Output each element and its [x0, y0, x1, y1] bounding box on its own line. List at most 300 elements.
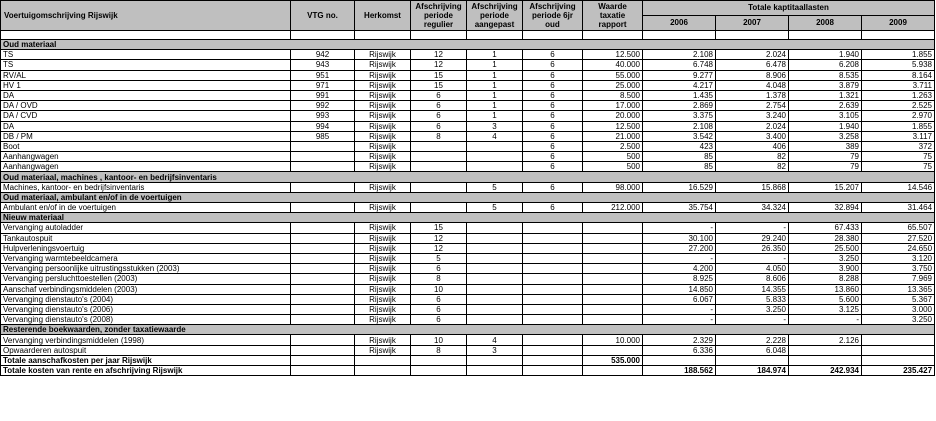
table-cell: 6 [523, 50, 583, 60]
table-cell [583, 223, 643, 233]
table-cell: 6 [523, 70, 583, 80]
table-cell: 8 [411, 274, 467, 284]
table-cell: 25.000 [583, 80, 643, 90]
total-row [1, 355, 935, 365]
table-cell: 2.500 [583, 141, 643, 151]
table-row [1, 345, 935, 355]
table-cell [583, 243, 643, 253]
table-cell: 423 [643, 141, 716, 151]
table-cell: 5.833 [716, 294, 789, 304]
table-cell: 500 [583, 152, 643, 162]
table-cell: 212.000 [583, 203, 643, 213]
table-cell: 6 [411, 264, 467, 274]
section-header-row [1, 325, 935, 335]
table-cell: Rijswijk [355, 284, 411, 294]
table-cell [411, 366, 467, 376]
table-cell [523, 243, 583, 253]
table-cell: 3.375 [643, 111, 716, 121]
table-cell: Rijswijk [355, 345, 411, 355]
table-cell: 985 [291, 131, 355, 141]
table-cell [291, 152, 355, 162]
table-cell: 971 [291, 80, 355, 90]
table-cell: 14.355 [716, 284, 789, 294]
table-row [1, 335, 935, 345]
table-cell: 13.365 [862, 284, 935, 294]
table-cell: 2.108 [643, 121, 716, 131]
table-cell [291, 233, 355, 243]
table-cell [467, 162, 523, 172]
table-cell: 65.507 [862, 223, 935, 233]
table-cell: 1 [467, 80, 523, 90]
table-cell: 235.427 [862, 366, 935, 376]
table-cell: 5 [411, 253, 467, 263]
table-cell: 8.164 [862, 70, 935, 80]
table-cell: 4.217 [643, 80, 716, 90]
table-cell: 5.938 [862, 60, 935, 70]
table-cell: 8.535 [789, 70, 862, 80]
table-cell: DA / CVD [1, 111, 291, 121]
table-cell: 3.250 [789, 253, 862, 263]
table-cell [789, 345, 862, 355]
table-cell: Rijswijk [355, 182, 411, 192]
table-cell: 8.906 [716, 70, 789, 80]
table-cell [291, 294, 355, 304]
table-cell: - [643, 223, 716, 233]
table-cell [523, 274, 583, 284]
table-cell: 3.000 [862, 304, 935, 314]
table-cell: Rijswijk [355, 70, 411, 80]
table-cell: 3.900 [789, 264, 862, 274]
section-label: Resterende boekwaarden, zonder taxatiewaarde [1, 325, 935, 335]
table-cell [643, 355, 716, 365]
table-cell: 188.562 [643, 366, 716, 376]
table-cell: 6 [411, 315, 467, 325]
table-cell: - [643, 253, 716, 263]
table-cell: 6 [523, 101, 583, 111]
table-row [1, 121, 935, 131]
table-cell: 5.600 [789, 294, 862, 304]
table-cell: 6 [411, 101, 467, 111]
table-cell: Vervanging persoonlijke uitrustingsstukken (2003) [1, 264, 291, 274]
table-cell: 4.050 [716, 264, 789, 274]
table-cell [467, 141, 523, 151]
table-cell: Vervanging dienstauto's (2006) [1, 304, 291, 314]
table-cell: 2.639 [789, 101, 862, 111]
table-cell: TS [1, 50, 291, 60]
table-cell [583, 264, 643, 274]
table-cell: 15 [411, 80, 467, 90]
table-cell: 15 [411, 70, 467, 80]
table-cell: 4 [467, 131, 523, 141]
table-cell: 6 [411, 304, 467, 314]
table-cell: 15.207 [789, 182, 862, 192]
blank-row [1, 31, 935, 40]
table-cell [467, 253, 523, 263]
table-cell: Aanhangwagen [1, 152, 291, 162]
table-cell: 30.100 [643, 233, 716, 243]
table-cell: 6 [523, 203, 583, 213]
header-afs-regulier: Afschrijving periode regulier [411, 1, 467, 31]
table-cell: 10 [411, 335, 467, 345]
table-cell [291, 345, 355, 355]
table-cell: Vervanging dienstauto's (2008) [1, 315, 291, 325]
table-cell: 3.105 [789, 111, 862, 121]
table-row [1, 60, 935, 70]
table-cell: 3.250 [716, 304, 789, 314]
table-row [1, 243, 935, 253]
table-cell: 6.208 [789, 60, 862, 70]
table-row [1, 141, 935, 151]
table-cell [523, 335, 583, 345]
table-cell: 40.000 [583, 60, 643, 70]
table-cell: Rijswijk [355, 131, 411, 141]
table-cell: Rijswijk [355, 243, 411, 253]
section-header-row [1, 192, 935, 202]
table-cell [523, 294, 583, 304]
table-cell: 25.500 [789, 243, 862, 253]
table-cell: 35.754 [643, 203, 716, 213]
table-cell: Rijswijk [355, 121, 411, 131]
table-cell [862, 345, 935, 355]
table-body [1, 40, 935, 376]
table-cell: Rijswijk [355, 335, 411, 345]
table-cell: 6 [411, 90, 467, 100]
header-waarde: Waarde taxatie rapport [583, 1, 643, 31]
table-cell: 26.350 [716, 243, 789, 253]
table-row [1, 90, 935, 100]
table-cell: - [716, 223, 789, 233]
table-cell: 5 [467, 203, 523, 213]
table-row [1, 182, 935, 192]
table-cell: Vervanging autoladder [1, 223, 291, 233]
table-cell: 1.435 [643, 90, 716, 100]
table-cell: 2.869 [643, 101, 716, 111]
table-cell [291, 223, 355, 233]
table-cell: DA [1, 121, 291, 131]
header-afs-aangepast: Afschrijving periode aangepast [467, 1, 523, 31]
table-cell [291, 162, 355, 172]
table-cell: 1 [467, 90, 523, 100]
header-vtg: VTG no. [291, 1, 355, 31]
table-cell: 1.378 [716, 90, 789, 100]
table-cell: Rijswijk [355, 315, 411, 325]
table-cell: Rijswijk [355, 233, 411, 243]
table-cell [355, 366, 411, 376]
table-cell: 2.228 [716, 335, 789, 345]
table-cell: 98.000 [583, 182, 643, 192]
table-cell: 8.500 [583, 90, 643, 100]
table-cell: Aanhangwagen [1, 162, 291, 172]
header-totale-kapitaallasten: Totale kaptitaallasten [643, 1, 935, 16]
table-cell: DA [1, 90, 291, 100]
table-row [1, 70, 935, 80]
table-cell: 1.321 [789, 90, 862, 100]
table-cell: 27.200 [643, 243, 716, 253]
table-cell: HV 1 [1, 80, 291, 90]
table-cell: 24.650 [862, 243, 935, 253]
table-cell: 3 [467, 121, 523, 131]
table-cell [291, 304, 355, 314]
table-cell [862, 355, 935, 365]
table-cell: 15.868 [716, 182, 789, 192]
table-cell [291, 284, 355, 294]
table-cell: 82 [716, 162, 789, 172]
table-cell: 31.464 [862, 203, 935, 213]
table-cell: 16.529 [643, 182, 716, 192]
table-cell: 2.970 [862, 111, 935, 121]
table-cell: 9.277 [643, 70, 716, 80]
table-cell: 372 [862, 141, 935, 151]
table-cell: Vervanging persluchttoestellen (2003) [1, 274, 291, 284]
table-cell [523, 233, 583, 243]
table-cell: 4.200 [643, 264, 716, 274]
table-cell: 85 [643, 162, 716, 172]
table-cell: 14.546 [862, 182, 935, 192]
table-cell: 8 [411, 131, 467, 141]
table-cell [523, 304, 583, 314]
table-cell [789, 355, 862, 365]
table-cell [583, 366, 643, 376]
table-cell [467, 233, 523, 243]
table-cell: 4.048 [716, 80, 789, 90]
table-cell: 500 [583, 162, 643, 172]
table-cell: 3.240 [716, 111, 789, 121]
table-row [1, 152, 935, 162]
table-cell: 6 [523, 152, 583, 162]
table-cell: Vervanging warmtebeeldcamera [1, 253, 291, 263]
table-cell: 1.855 [862, 121, 935, 131]
table-cell: DA / OVD [1, 101, 291, 111]
table-cell: 406 [716, 141, 789, 151]
section-label: Oud materiaal, ambulant en/of in de voertuigen [1, 192, 935, 202]
table-cell: 389 [789, 141, 862, 151]
table-cell [583, 304, 643, 314]
table-cell: 10.000 [583, 335, 643, 345]
table-cell: 6 [523, 90, 583, 100]
table-cell: 2.108 [643, 50, 716, 60]
table-cell: 3.542 [643, 131, 716, 141]
table-cell: 1.855 [862, 50, 935, 60]
table-cell: 15 [411, 223, 467, 233]
table-row [1, 101, 935, 111]
table-row [1, 131, 935, 141]
table-cell: 3.117 [862, 131, 935, 141]
table-cell: 12.500 [583, 121, 643, 131]
table-row [1, 203, 935, 213]
table-cell: 6 [523, 80, 583, 90]
table-cell [411, 203, 467, 213]
table-cell: 6.478 [716, 60, 789, 70]
table-cell: 943 [291, 60, 355, 70]
table-cell: 1.940 [789, 50, 862, 60]
table-cell: - [716, 253, 789, 263]
table-cell: 2.126 [789, 335, 862, 345]
table-cell: 3 [467, 345, 523, 355]
table-cell: 6 [523, 111, 583, 121]
table-cell: - [643, 304, 716, 314]
table-cell: 6 [411, 294, 467, 304]
table-cell: - [643, 315, 716, 325]
table-cell: 5.367 [862, 294, 935, 304]
table-cell: 12 [411, 243, 467, 253]
table-cell: 2.024 [716, 50, 789, 60]
section-label: Nieuw materiaal [1, 213, 935, 223]
table-cell: Rijswijk [355, 111, 411, 121]
table-cell: 951 [291, 70, 355, 80]
table-cell: Hulpverleningsvoertuig [1, 243, 291, 253]
table-cell: 13.860 [789, 284, 862, 294]
table-cell [583, 233, 643, 243]
table-cell: 55.000 [583, 70, 643, 80]
table-row [1, 315, 935, 325]
table-cell: 14.850 [643, 284, 716, 294]
table-cell [467, 274, 523, 284]
table-cell: Aanschaf verbindingsmiddelen (2003) [1, 284, 291, 294]
table-cell: 184.974 [716, 366, 789, 376]
table-cell: 85 [643, 152, 716, 162]
table-cell: 994 [291, 121, 355, 131]
table-cell: 1 [467, 60, 523, 70]
table-cell: Machines, kantoor- en bedrijfsinventaris [1, 182, 291, 192]
table-cell [355, 355, 411, 365]
table-cell: 67.433 [789, 223, 862, 233]
table-cell [291, 355, 355, 365]
table-cell: 535.000 [583, 355, 643, 365]
table-cell: Rijswijk [355, 264, 411, 274]
table-cell: 3.250 [862, 315, 935, 325]
table-cell: Rijswijk [355, 90, 411, 100]
table-row [1, 253, 935, 263]
table-cell: Rijswijk [355, 294, 411, 304]
table-cell [411, 141, 467, 151]
table-row [1, 50, 935, 60]
table-cell [862, 335, 935, 345]
table-cell: 1 [467, 70, 523, 80]
header-year-2009: 2009 [862, 15, 935, 30]
table-cell: 3.879 [789, 80, 862, 90]
table-cell: Rijswijk [355, 274, 411, 284]
table-cell [716, 355, 789, 365]
table-cell: 3.711 [862, 80, 935, 90]
table-cell: 32.894 [789, 203, 862, 213]
table-cell [523, 345, 583, 355]
table-cell [523, 264, 583, 274]
section-header-row [1, 172, 935, 182]
table-cell: 8.925 [643, 274, 716, 284]
table-cell: 28.380 [789, 233, 862, 243]
table-cell: Ambulant en/of in de voertuigen [1, 203, 291, 213]
table-cell [523, 253, 583, 263]
table-cell: Rijswijk [355, 80, 411, 90]
table-cell: Rijswijk [355, 162, 411, 172]
table-cell: Rijswijk [355, 50, 411, 60]
table-row [1, 274, 935, 284]
table-cell [467, 264, 523, 274]
section-label: Oud materiaal [1, 40, 935, 50]
table-cell [523, 366, 583, 376]
table-cell: Rijswijk [355, 223, 411, 233]
table-cell: 10 [411, 284, 467, 294]
table-cell [411, 182, 467, 192]
table-cell: 79 [789, 152, 862, 162]
table-cell: 6 [411, 121, 467, 131]
table-cell: 8.606 [716, 274, 789, 284]
table-row [1, 264, 935, 274]
table-cell: 2.754 [716, 101, 789, 111]
table-cell: 6 [523, 141, 583, 151]
table-cell: 29.240 [716, 233, 789, 243]
table-cell: 3.750 [862, 264, 935, 274]
table-cell: Rijswijk [355, 101, 411, 111]
table-cell [467, 355, 523, 365]
table-row [1, 223, 935, 233]
table-cell: 2.024 [716, 121, 789, 131]
table-cell: DB / PM [1, 131, 291, 141]
table-cell: 942 [291, 50, 355, 60]
table-cell [291, 274, 355, 284]
table-cell [467, 284, 523, 294]
header-herkomst: Herkomst [355, 1, 411, 31]
table-cell [291, 366, 355, 376]
table-cell: 2.525 [862, 101, 935, 111]
table-cell: Totale aanschafkosten per jaar Rijswijk [1, 355, 291, 365]
table-cell: Totale kosten van rente en afschrijving Rijswijk [1, 366, 291, 376]
table-cell: Rijswijk [355, 304, 411, 314]
table-cell: 4 [467, 335, 523, 345]
table-cell [291, 264, 355, 274]
table-cell [467, 366, 523, 376]
table-cell [291, 335, 355, 345]
table-cell [467, 243, 523, 253]
table-cell: 7.969 [862, 274, 935, 284]
table-cell: 1 [467, 50, 523, 60]
table-cell: 12 [411, 50, 467, 60]
table-cell [291, 315, 355, 325]
table-cell: 6 [523, 121, 583, 131]
table-cell: Tankautospuit [1, 233, 291, 243]
table-cell: 991 [291, 90, 355, 100]
table-row [1, 162, 935, 172]
table-cell: 12 [411, 60, 467, 70]
table-cell [467, 152, 523, 162]
table-cell: 6 [523, 131, 583, 141]
table-cell [291, 253, 355, 263]
table-cell: 2.329 [643, 335, 716, 345]
table-cell [467, 223, 523, 233]
section-label: Oud materiaal, machines , kantoor- en bedrijfsinventaris [1, 172, 935, 182]
table-cell: 12.500 [583, 50, 643, 60]
table-cell [467, 304, 523, 314]
table-cell: 75 [862, 162, 935, 172]
table-cell: 8.288 [789, 274, 862, 284]
table-cell: 3.125 [789, 304, 862, 314]
table-cell [291, 182, 355, 192]
table-cell [583, 315, 643, 325]
table-cell: 1 [467, 111, 523, 121]
table-cell: Opwaarderen autospuit [1, 345, 291, 355]
table-cell [467, 315, 523, 325]
table-cell: 1.940 [789, 121, 862, 131]
table-cell: - [789, 315, 862, 325]
table-cell: - [716, 315, 789, 325]
table-cell [411, 162, 467, 172]
table-cell [467, 294, 523, 304]
table-cell: 1 [467, 101, 523, 111]
table-cell [523, 223, 583, 233]
table-cell [583, 274, 643, 284]
table-row [1, 284, 935, 294]
table-cell [583, 294, 643, 304]
